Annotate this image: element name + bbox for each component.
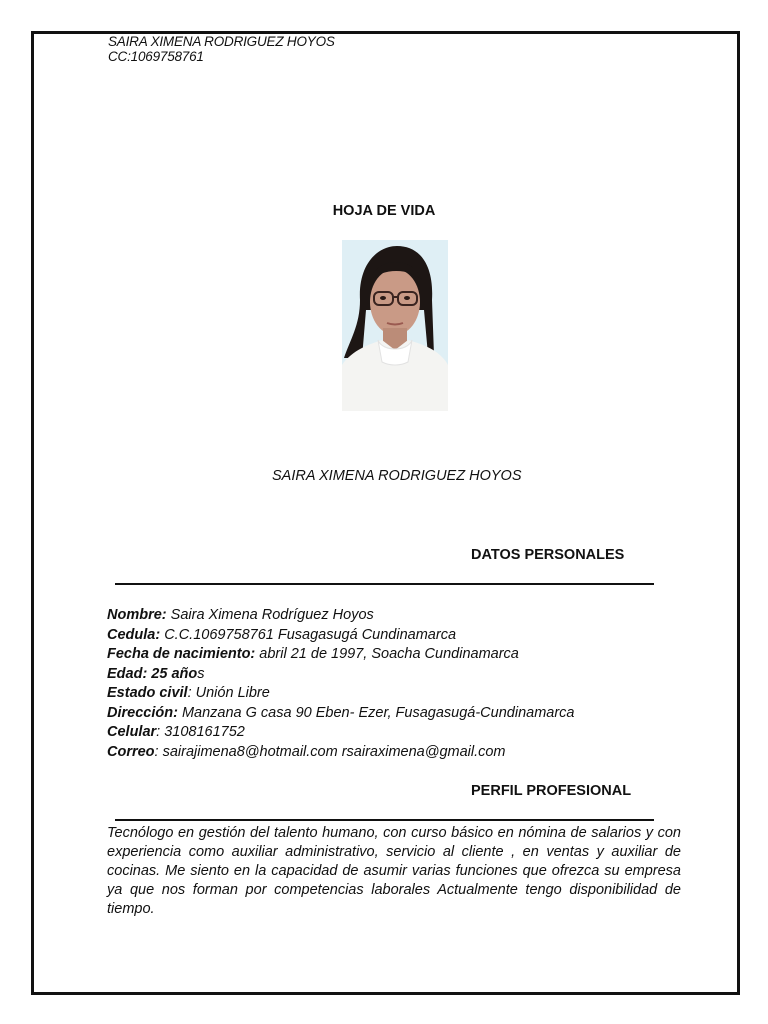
profile-photo — [342, 240, 448, 411]
detail-label: Correo — [107, 743, 155, 760]
detail-value: Manzana G casa 90 Eben- Ezer, Fusagasugá-Cundinamarca — [177, 704, 575, 721]
detail-label: Nombre: — [107, 607, 167, 623]
header-cc: CC:1069758761 — [108, 49, 204, 64]
document-title: HOJA DE VIDA — [332, 203, 436, 219]
detail-row — [107, 723, 707, 743]
detail-row — [107, 665, 707, 685]
detail-value: abril 21 de 1997, Soacha Cundinamarca — [255, 646, 519, 662]
section-title-datos: DATOS PERSONALES — [471, 547, 625, 563]
section-divider — [115, 819, 654, 821]
header-name: SAIRA XIMENA RODRIGUEZ HOYOS — [108, 34, 335, 49]
section-divider — [115, 583, 654, 585]
detail-row — [107, 704, 707, 724]
detail-label: Dirección: — [107, 704, 178, 721]
detail-value: s — [197, 665, 205, 682]
detail-label: Cedula: — [107, 626, 161, 643]
detail-label: Fecha de nacimiento: — [107, 646, 256, 662]
detail-row — [107, 645, 707, 665]
detail-label: Celular — [107, 724, 157, 740]
detail-label: Estado civil — [107, 685, 188, 701]
detail-label: Edad: 25 año — [107, 665, 198, 682]
detail-row — [107, 743, 707, 763]
detail-row — [107, 606, 707, 626]
detail-row — [107, 626, 707, 646]
detail-value: Saira Ximena Rodríguez Hoyos — [166, 607, 374, 623]
detail-row — [107, 684, 707, 704]
detail-value: : 3108161752 — [156, 724, 245, 740]
detail-value: : Unión Libre — [187, 685, 270, 701]
detail-value: C.C.1069758761 Fusagasugá Cundinamarca — [160, 626, 457, 643]
section-title-perfil: PERFIL PROFESIONAL — [471, 783, 632, 799]
profile-text: Tecnólogo en gestión del talento humano, con curso básico en nómina de salarios y con experiencia como auxiliar administrativo, servicio al cliente , en ventas y auxiliar de cocinas. Me siento en la capacidad de asumir varias funciones que ofrezca su empresa ya que nos forman por competencias laborales Actualmente tengo disponibilidad de tiempo. — [107, 825, 681, 917]
detail-value: : sairajimena8@hotmail.com rsairaximena@gmail.com — [154, 743, 506, 760]
full-name: SAIRA XIMENA RODRIGUEZ HOYOS — [272, 468, 522, 484]
personal-details — [107, 606, 707, 762]
